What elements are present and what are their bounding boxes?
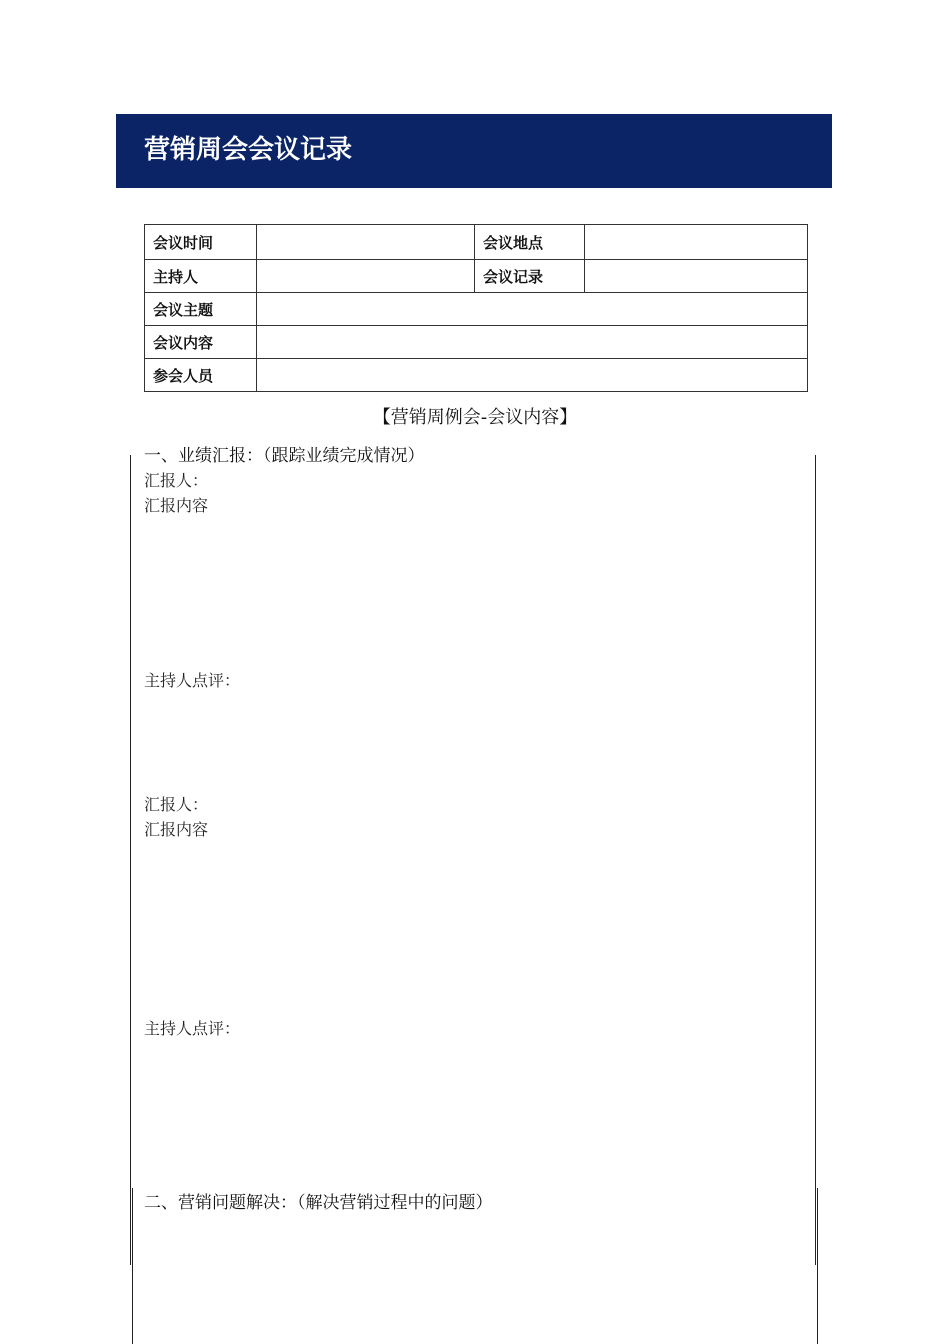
section2-heading: 二、营销问题解决：（解决营销过程中的问题） [144, 1193, 493, 1213]
host-label: 主持人 [145, 260, 257, 293]
host-comment-label: 主持人点评： [144, 1019, 241, 1038]
attendees-label: 参会人员 [145, 359, 257, 392]
host-value[interactable] [257, 260, 475, 293]
table-row [145, 293, 808, 326]
reporter-label: 汇报人： [144, 795, 209, 814]
content-value[interactable] [257, 326, 808, 359]
document-title: 营销周会会议记录 [144, 135, 353, 165]
meeting-info-table [144, 224, 808, 392]
title-banner [116, 114, 832, 188]
meeting-time-label: 会议时间 [145, 225, 257, 260]
content-label: 会议内容 [145, 326, 257, 359]
table-row [145, 225, 808, 260]
frame-right-line [815, 455, 816, 1265]
host-comment-label: 主持人点评： [144, 671, 241, 690]
topic-value[interactable] [257, 293, 808, 326]
meeting-place-label: 会议地点 [475, 225, 585, 260]
table-row [145, 359, 808, 392]
section-title: 【营销周例会-会议内容】 [372, 407, 578, 428]
section1-heading: 一、业绩汇报：（跟踪业绩完成情况） [144, 446, 425, 466]
frame-left-line-lower [132, 1188, 133, 1344]
report-content-label: 汇报内容 [144, 820, 209, 839]
report-content-label: 汇报内容 [144, 496, 209, 515]
topic-label: 会议主题 [145, 293, 257, 326]
attendees-value[interactable] [257, 359, 808, 392]
frame-left-line [130, 455, 131, 1265]
meeting-place-value[interactable] [585, 225, 808, 260]
reporter-label: 汇报人： [144, 471, 209, 490]
frame-right-line-lower [817, 1188, 818, 1344]
table-row [145, 260, 808, 293]
recorder-label: 会议记录 [475, 260, 585, 293]
table-row [145, 326, 808, 359]
recorder-value[interactable] [585, 260, 808, 293]
meeting-time-value[interactable] [257, 225, 475, 260]
